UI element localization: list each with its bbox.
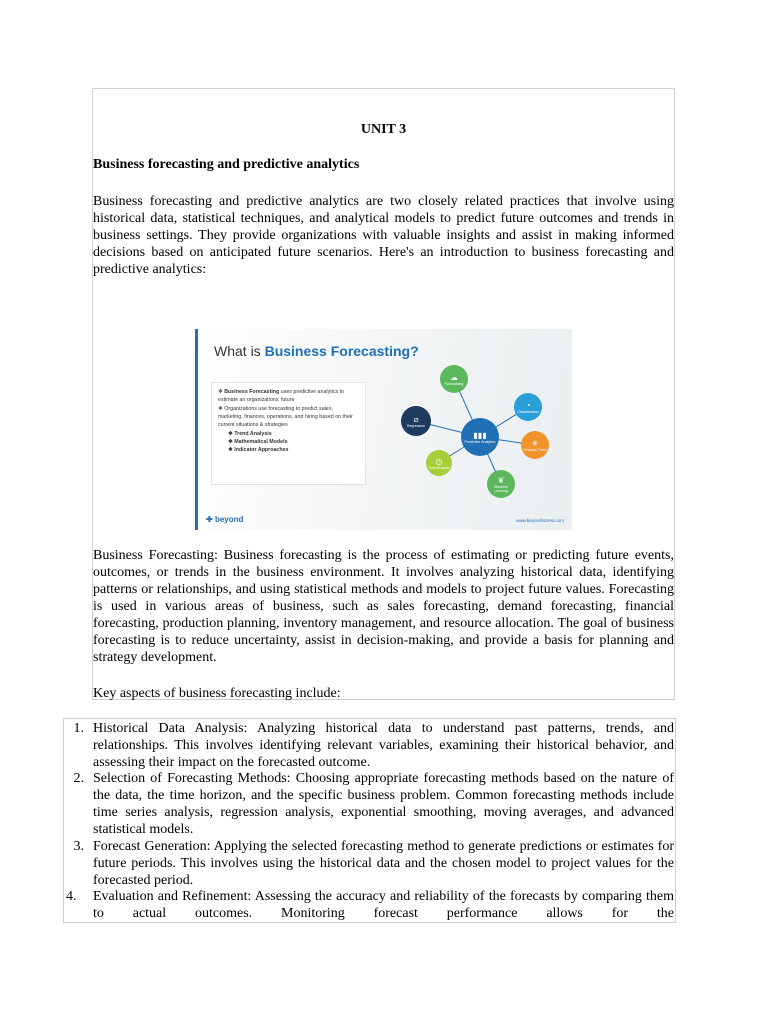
section-title: Business forecasting and predictive analytics	[93, 157, 360, 172]
list-item: Selection of Forecasting Methods: Choosing appropriate forecasting methods based on the nature of the data, the time horizon, and the specific business problem. Common forecasting methods include time series analysis, regression analysis, exponential smoothing, moving averages, and advanced statistical models.	[93, 771, 674, 837]
forecasting-paragraph: Business Forecasting: Business forecasting is the process of estimating or predicting future events, outcomes, or trends in the business environment. It involves analyzing historical data, identifying patterns or relationships, and using statistical methods and models to project future values. Forecasting is used in various areas of business, such as sales forecasting, demand forecasting, financial forecasting, production planning, inventory management, and resource allocation. The goal of business forecasting is to reduce uncertainty, assist in decision-making, and provide a basis for planning and strategy development.	[93, 548, 674, 665]
predictive-analytics-node: ▮▮▮ Predictive Analytics	[461, 418, 499, 456]
intro-paragraph: Business forecasting and predictive analytics are two closely related practices that involve using historical data, statistical techniques, and analytical models to predict future outcomes and trends in business settings. They provide organizations with valuable insights and assist in making informed decisions based on anticipated future scenarios. Here's an introduction to business forecasting and predictive analytics:	[93, 194, 674, 277]
bar-chart-icon: ▮▮▮	[473, 430, 487, 440]
key-aspects-intro: Key aspects of business forecasting include:	[93, 686, 341, 701]
slide-bullet-2: ❖ Organizations use forecasting to predict sales, marketing, finances, operations, and hiring based on their current situations & strategies	[218, 406, 353, 428]
slide-sub-item: ❖ Mathematical Models	[228, 439, 288, 445]
beyond-logo: ✚ beyond	[206, 515, 244, 524]
pie-icon: ◔	[525, 400, 531, 410]
forecasting-node: ☁ Forecasting	[440, 365, 468, 393]
classification-node: ◔ Classification	[514, 393, 542, 421]
brain-icon: ❦	[497, 475, 505, 485]
list-number: 3.	[73, 839, 84, 854]
list-item: Forecast Generation: Applying the selected forecasting method to generate predictions or estimates for future periods. This involves using the historical data and the chosen model to project values for the forecasted period.	[93, 839, 674, 888]
slide-url: www.beyondtiszest.com	[515, 518, 564, 523]
slide-sub-item: ❖ Trend Analysis	[228, 431, 272, 437]
list-number: 2.	[73, 771, 84, 786]
slide-title: What is Business Forecasting?	[214, 343, 419, 359]
decision-trees-node: ✳ Decision Trees	[521, 431, 549, 459]
list-number: 1.	[73, 721, 84, 736]
machine-learning-node: ❦ Machine Learning	[487, 470, 515, 498]
diagram-connectors	[198, 329, 572, 530]
list-number: 4.	[66, 889, 77, 904]
list-item: Historical Data Analysis: Analyzing historical data to understand past patterns, trends, and relationships. This involves identifying relevant variables, examining their historical behavior, and assessing their impact on the forecasted outcome.	[93, 721, 674, 770]
business-forecasting-slide-image	[195, 329, 572, 530]
list-item: Evaluation and Refinement: Assessing the accuracy and reliability of the forecasts by comparing them to actual outcomes. Monitoring forecast performance allows for the	[93, 889, 674, 921]
time-analysis-node: ◷ Time Analysis	[426, 450, 452, 476]
regression-node: ⧄ Regression	[401, 406, 431, 436]
tree-icon: ✳	[531, 438, 539, 448]
unit-title: UNIT 3	[360, 122, 407, 137]
slide-bullet-1: ❖ Business Forecasting uses predictive analytics to estimate an organizations' future	[218, 389, 345, 403]
slide-sub-item: ❖ Indicator Approaches	[228, 447, 289, 453]
regression-icon: ⧄	[413, 414, 419, 424]
clock-icon: ◷	[435, 456, 443, 466]
cloud-icon: ☁	[450, 372, 458, 382]
logo-mark-icon: ✚	[206, 515, 215, 524]
